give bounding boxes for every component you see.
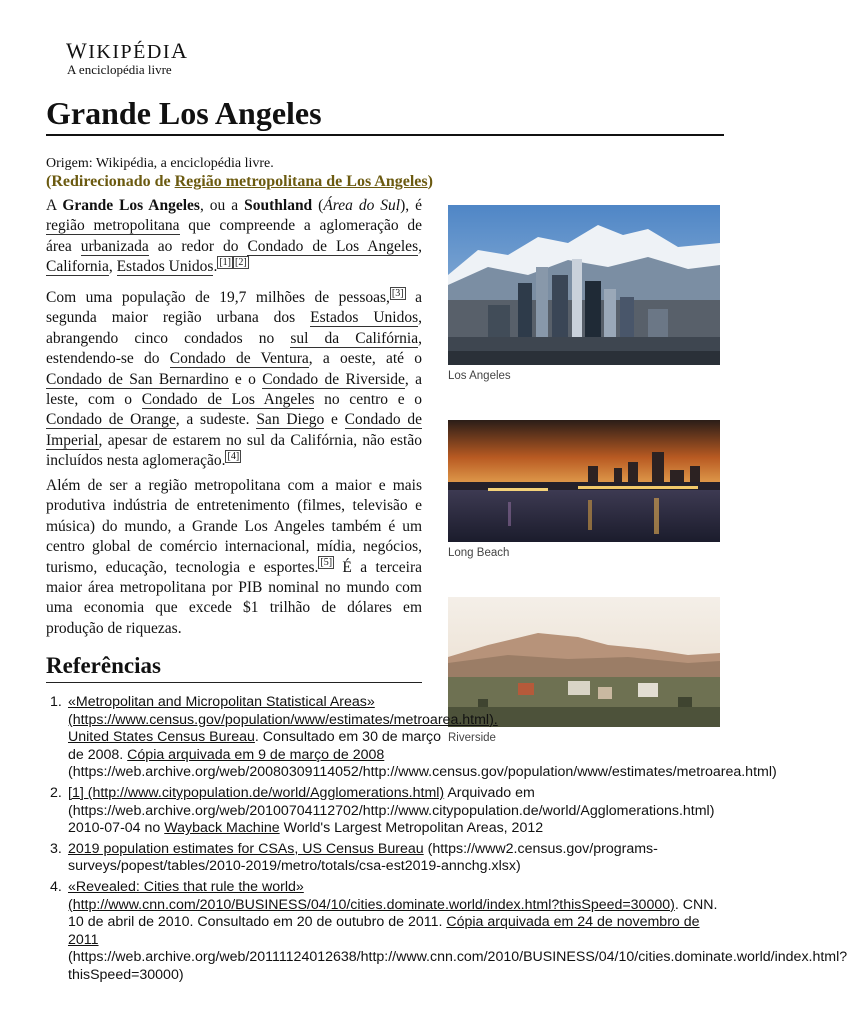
- ref1-link[interactable]: «Metropolitan and Micropolitan Statistical Areas» (https://www.census.gov/population/www/estimates/metroarea.html).: [68, 694, 498, 728]
- origin-note: Origem: Wikipédia, a enciclopédia livre.: [46, 156, 274, 171]
- citation-2[interactable]: [2]: [235, 257, 247, 269]
- redirect-note: (Redirecionado de Região metropolitana de Los Angeles): [46, 173, 433, 190]
- link-condado-los-angeles-2[interactable]: Condado de Los Angeles: [141, 391, 315, 409]
- link-condado-san-bernardino[interactable]: Condado de San Bernardino: [46, 370, 229, 388]
- figure-long-beach: [448, 420, 720, 560]
- redirect-link[interactable]: Região metropolitana de Los Angeles: [174, 173, 428, 190]
- references-divider: [46, 682, 422, 683]
- ref2-wayback-link[interactable]: Wayback Machine: [164, 820, 280, 837]
- los-angeles-photo[interactable]: [448, 205, 720, 365]
- reference-item: 2. [1] (http://www.citypopulation.de/world/Agglomerations.html) Arquivado em (https://web.archive.org/web/20100704112702/http://www.citypopulation.de/world/Agglomerations.html) 2010-07-04 no Wayback Machine World's Largest Metropolitan Areas, 2012: [50, 784, 715, 837]
- citation-4[interactable]: [4]: [227, 451, 240, 463]
- title-divider: [46, 134, 724, 136]
- wikipedia-logo[interactable]: [66, 40, 188, 77]
- ref3-link[interactable]: 2019 population estimates for CSAs, US Census Bureau: [68, 840, 424, 857]
- caption-los-angeles: Los Angeles: [448, 370, 511, 382]
- references-heading: Referências: [46, 653, 161, 678]
- link-california[interactable]: California: [46, 258, 109, 276]
- reference-number: 3.: [50, 840, 62, 857]
- link-urbanizada[interactable]: urbanizada: [80, 237, 149, 255]
- figure-los-angeles: [448, 205, 720, 383]
- page-title: Grande Los Angeles: [46, 95, 322, 131]
- caption-long-beach: Long Beach: [448, 547, 510, 559]
- citation-1[interactable]: [1]: [219, 257, 232, 269]
- paragraph-population: Com uma população de 19,7 milhões de pessoas, [3] a segunda maior região urbana dos Estados Unidos, abrangendo cinco condados no sul da Califórnia, estendendo-se do Condado de Ventura, a oeste, até o Condado de San Bernardino e o Condado de Riverside, a leste, com o Condado de Los Angeles no centro e o Condado de Orange, a sudeste. San Diego e Condado de Imperial, apesar de estarem no sul da Califórnia, não estão incluídos nesta aglomeração. [4]: [46, 287, 423, 470]
- ref2-link[interactable]: [1] (http://www.citypopulation.de/world/Agglomerations.html): [68, 784, 445, 801]
- long-beach-photo[interactable]: [448, 420, 720, 542]
- paragraph-intro: A Grande Los Angeles, ou a Southland (Área do Sul), é região metropolitana que compreende a aglomeração de área urbanizada ao redor do Condado de Los Angeles, California, Estados Unidos. [1] [2]: [46, 197, 422, 276]
- link-san-diego[interactable]: San Diego: [256, 411, 325, 429]
- ref4-link[interactable]: «Revealed: Cities that rule the world» (http://www.cnn.com/2010/BUSINESS/04/10/cities.dominate.world/index.html?thisSpeed=30000): [68, 878, 675, 913]
- reference-item: 3. 2019 population estimates for CSAs, US Census Bureau (https://www2.census.gov/programs-surveys/popest/tables/2010-2019/metro/totals/csa-est2019-annchg.xlsx): [50, 840, 658, 875]
- link-estados-unidos[interactable]: Estados Unidos: [116, 258, 214, 276]
- reference-number: 2.: [50, 784, 62, 801]
- logo-wordmark: WIKIPÉDIA: [66, 38, 189, 63]
- link-condado-riverside[interactable]: Condado de Riverside: [262, 370, 405, 388]
- reference-item: 1. «Metropolitan and Micropolitan Statistical Areas» (https://www.census.gov/population/www/estimates/metroarea.html). United States Census Bureau. Consultado em 30 de março de 2008. Cópia arquivada em 9 de março de 2008 (https://web.archive.org/web/20080309114052/http://www.census.gov/population/www/estimates/metroarea.html): [50, 694, 777, 781]
- link-condado-los-angeles[interactable]: Condado de Los Angeles: [247, 237, 419, 255]
- reference-number: 1.: [50, 694, 62, 710]
- ref1-archive-link[interactable]: Cópia arquivada em 9 de março de 2008: [127, 746, 385, 763]
- ref1-archive-url: (https://web.archive.org/web/20080309114052/http://www.census.gov/population/www/estimates/metroarea.html): [68, 764, 777, 781]
- link-sul-california[interactable]: sul da Califórnia: [290, 329, 419, 347]
- reference-number: 4.: [50, 878, 62, 895]
- link-condado-ventura[interactable]: Condado de Ventura: [169, 350, 309, 368]
- references-list: [46, 694, 847, 988]
- link-condado-orange[interactable]: Condado de Orange: [46, 411, 176, 429]
- logo-tagline: A enciclopédia livre: [67, 62, 172, 77]
- paragraph-economy: Além de ser a região metropolitana com a maior e mais produtiva indústria de entretenimento (filmes, televisão e música) do mundo, a Grande Los Angeles também é um centro global de comércio internacional, mídia, negócios, turismo, educação, tecnologia e esportes. [5] É a terceira maior área metropolitana por PIB nominal no mundo com uma economia que excede $1 trilhão de dólares em produção de riquezas.: [46, 477, 422, 637]
- ref1-publisher-link[interactable]: United States Census Bureau: [68, 729, 255, 746]
- caption-riverside: Riverside: [448, 732, 496, 744]
- citation-5[interactable]: [5]: [320, 557, 333, 569]
- link-estados-unidos-2[interactable]: Estados Unidos: [310, 309, 419, 327]
- link-regiao-metropolitana[interactable]: região metropolitana: [46, 217, 180, 235]
- ref4-archive-link[interactable]: Cópia arquivada em 24 de novembro de 2011: [68, 914, 700, 948]
- citation-3[interactable]: [3]: [391, 287, 404, 299]
- link-condado-imperial[interactable]: Condado de Imperial: [46, 411, 423, 449]
- reference-item: 4. «Revealed: Cities that rule the world» (http://www.cnn.com/2010/BUSINESS/04/10/cities.dominate.world/index.html?thisSpeed=30000). CNN. 10 de abril de 2010. Consultado em 20 de outubro de 2011. Cópia arquivada em 24 de novembro de 2011 (https://web.archive.org/web/20111124012638/http://www.cnn.com/2010/BUSINESS/04/10/cities.dominate.world/index.html?thisSpeed=30000): [50, 878, 847, 983]
